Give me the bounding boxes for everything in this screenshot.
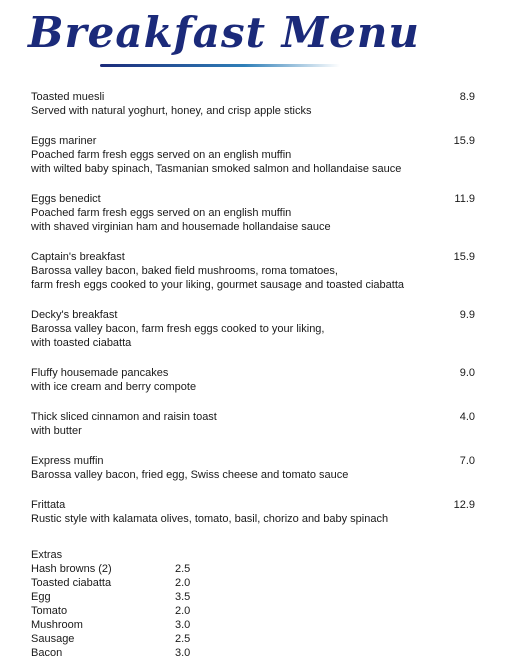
extras-row bbox=[31, 632, 481, 646]
extras-row bbox=[31, 646, 481, 660]
extras-row bbox=[31, 576, 481, 590]
menu-item bbox=[31, 308, 481, 350]
extras-row bbox=[31, 562, 481, 576]
extra-name: Bacon bbox=[31, 647, 63, 659]
menu-item-description: Poached farm fresh eggs served on an english muffin bbox=[31, 149, 292, 161]
menu-item-price: 11.9 bbox=[454, 193, 475, 205]
extras-heading: Extras bbox=[31, 549, 63, 561]
menu-item-name: Thick sliced cinnamon and raisin toast bbox=[31, 411, 217, 423]
menu-item-price: 9.9 bbox=[459, 309, 475, 321]
menu-item-description: with ice cream and berry compote bbox=[31, 381, 197, 393]
menu-item-name: Eggs mariner bbox=[31, 135, 97, 147]
menu-item-description: farm fresh eggs cooked to your liking, gourmet sausage and toasted ciabatta bbox=[31, 279, 404, 291]
menu-item-name: Toasted muesli bbox=[31, 91, 105, 103]
menu-item-name: Decky's breakfast bbox=[31, 309, 118, 321]
menu-item-description: with butter bbox=[31, 425, 82, 437]
extra-price: 3.0 bbox=[175, 619, 191, 631]
extra-price: 3.0 bbox=[175, 647, 191, 659]
menu-header bbox=[0, 0, 507, 80]
extras-row bbox=[31, 604, 481, 618]
menu-item-description: with shaved virginian ham and housemade hollandaise sauce bbox=[31, 221, 331, 233]
menu-item bbox=[31, 134, 481, 176]
extra-price: 2.0 bbox=[175, 605, 191, 617]
menu-item-name: Frittata bbox=[31, 499, 66, 511]
menu-item-name: Fluffy housemade pancakes bbox=[31, 367, 169, 379]
menu-item-description: Rustic style with kalamata olives, tomato, basil, chorizo and baby spinach bbox=[31, 513, 389, 525]
extra-name: Egg bbox=[31, 591, 51, 603]
menu-item-description: Barossa valley bacon, fried egg, Swiss cheese and tomato sauce bbox=[31, 469, 349, 481]
menu-item-name: Captain's breakfast bbox=[31, 251, 125, 263]
extra-name: Tomato bbox=[31, 605, 68, 617]
menu-item-price: 12.9 bbox=[453, 499, 475, 511]
extra-price: 3.5 bbox=[175, 591, 191, 603]
extra-name: Toasted ciabatta bbox=[31, 577, 112, 589]
menu-item bbox=[31, 498, 481, 526]
menu-list bbox=[31, 90, 481, 660]
menu-item-name: Express muffin bbox=[31, 455, 104, 467]
extra-price: 2.0 bbox=[175, 577, 191, 589]
menu-item-price: 4.0 bbox=[459, 411, 475, 423]
menu-item bbox=[31, 454, 481, 482]
menu-title: Breakfast Menu bbox=[28, 8, 420, 57]
extra-name: Mushroom bbox=[31, 619, 83, 631]
menu-item-description: Poached farm fresh eggs served on an english muffin bbox=[31, 207, 292, 219]
title-underline-swash bbox=[100, 64, 340, 67]
extra-name: Sausage bbox=[31, 633, 75, 645]
menu-item-description: Barossa valley bacon, baked field mushrooms, roma tomatoes, bbox=[31, 265, 338, 277]
menu-item-description: Barossa valley bacon, farm fresh eggs cooked to your liking, bbox=[31, 323, 325, 335]
extras-row bbox=[31, 618, 481, 632]
extras-row bbox=[31, 590, 481, 604]
menu-item bbox=[31, 192, 481, 234]
menu-item-price: 15.9 bbox=[453, 135, 475, 147]
menu-item-description: with toasted ciabatta bbox=[31, 337, 132, 349]
menu-item bbox=[31, 90, 481, 118]
extras-section bbox=[31, 548, 481, 660]
extra-price: 2.5 bbox=[175, 633, 191, 645]
extra-name: Hash browns (2) bbox=[31, 563, 112, 575]
menu-item-price: 15.9 bbox=[453, 251, 475, 263]
menu-item-description: Served with natural yoghurt, honey, and crisp apple sticks bbox=[31, 105, 312, 117]
menu-item bbox=[31, 366, 481, 394]
menu-item-description: with wilted baby spinach, Tasmanian smoked salmon and hollandaise sauce bbox=[31, 163, 402, 175]
menu-item-price: 8.9 bbox=[459, 91, 475, 103]
menu-item bbox=[31, 410, 481, 438]
menu-item-price: 9.0 bbox=[459, 367, 475, 379]
menu-item-name: Eggs benedict bbox=[31, 193, 101, 205]
menu-item-price: 7.0 bbox=[459, 455, 475, 467]
menu-item bbox=[31, 250, 481, 292]
extra-price: 2.5 bbox=[175, 563, 191, 575]
